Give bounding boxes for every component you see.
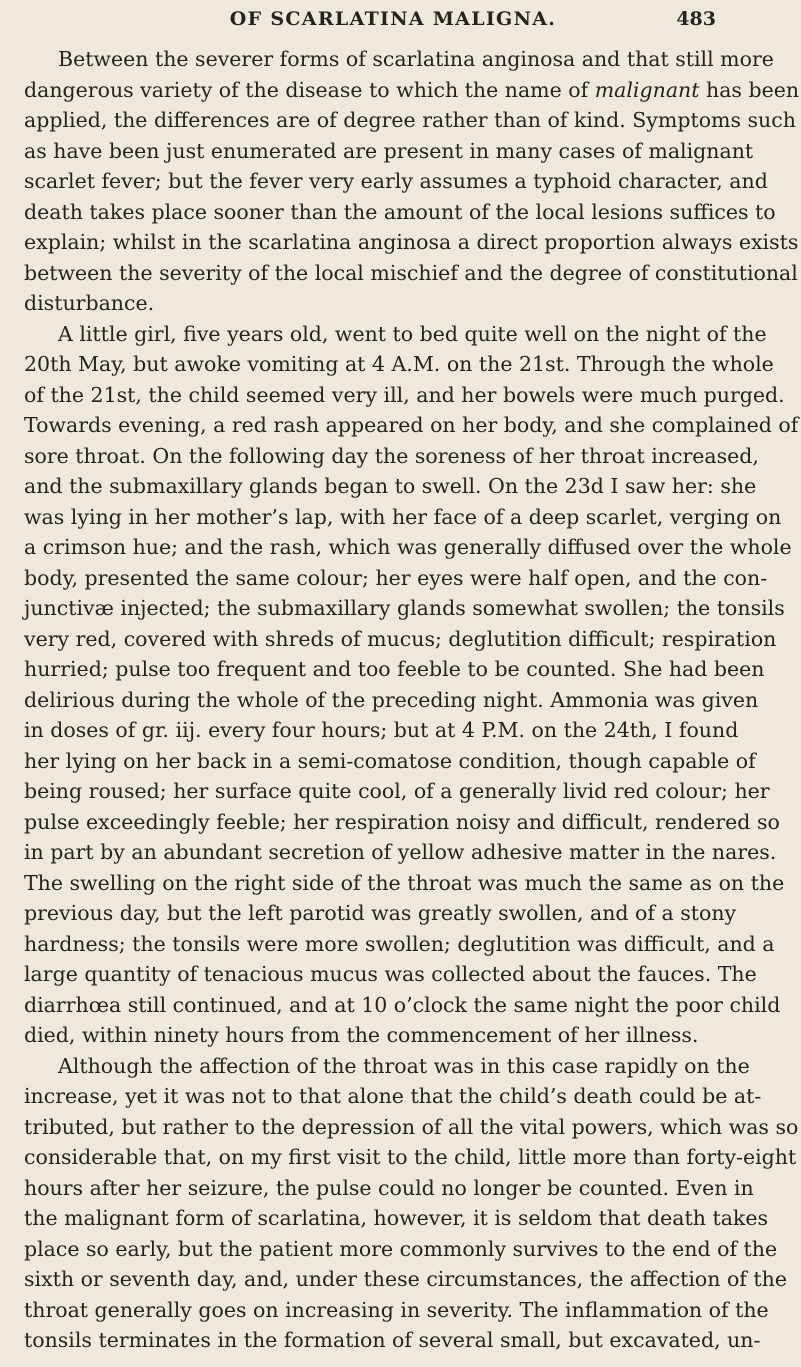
text-line: hardness; the tonsils were more swollen; deglutition was difficult, and a (24, 931, 775, 956)
text-line: was lying in her mother’s lap, with her face of a deep scarlet, verging on (24, 504, 782, 529)
text-line: tributed, but rather to the depression of all the vital powers, which was so (24, 1114, 799, 1139)
text-line: sore throat. On the following day the soreness of her throat increased, (24, 443, 759, 468)
text-line: 20th May, but awoke vomiting at 4 A.M. on the 21st. Through the whole (24, 352, 774, 376)
text-line: hours after her seizure, the pulse could no longer be counted. Even in (24, 1175, 754, 1200)
text-line: junctivæ injected; the submaxillary glands somewhat swollen; the tonsils (24, 596, 785, 620)
text-line: throat generally goes on increasing in severity. The inflammation of the (24, 1297, 769, 1322)
text-line: death takes place sooner than the amount of the local lesions suffices to (24, 199, 776, 224)
text-line: between the severity of the local mischief and the degree of constitutional (24, 260, 798, 285)
text-line: The swelling on the right side of the throat was much the same as on the (24, 870, 785, 895)
text-line: in doses of gr. iij. every four hours; but at 4 P.M. on the 24th, I found (24, 718, 739, 742)
text-line: scarlet fever; but the fever very early assumes a typhoid character, and (24, 169, 768, 193)
body-text (24, 44, 800, 1356)
text-line: her lying on her back in a semi-comatose condition, though capable of (24, 748, 756, 773)
text-line: and the submaxillary glands began to swell. On the 23d I saw her: she (24, 474, 757, 498)
text-line: previous day, but the left parotid was greatly swollen, and of a stony (24, 901, 737, 925)
text-line: diarrhœa still continued, and at 10 o’clock the same night the poor child (24, 992, 781, 1017)
text-line: very red, covered with shreds of mucus; deglutition difficult; respiration (24, 626, 777, 651)
text-line: as have been just enumerated are present in many cases of malignant (24, 138, 754, 163)
text-line: hurried; pulse too frequent and too feeble to be counted. She had been (24, 657, 765, 681)
running-title: OF SCARLATINA MALIGNA. (229, 8, 557, 30)
text-line: disturbance. (24, 291, 155, 315)
text-line: a crimson hue; and the rash, which was generally diffused over the whole (24, 535, 792, 559)
text-line: place so early, but the patient more commonly survives to the end of the (24, 1236, 778, 1261)
running-head (40, 8, 716, 42)
text-line: in part by an abundant secretion of yellow adhesive matter in the nares. (24, 840, 777, 864)
text-line: A little girl, five years old, went to bed quite well on the night of the (58, 321, 767, 346)
text-line: Towards evening, a red rash appeared on her body, and she complained of (24, 413, 799, 437)
text-line: body, presented the same colour; her eyes were half open, and the con- (24, 565, 768, 590)
text-line: sixth or seventh day, and, under these circumstances, the affection of the (24, 1267, 787, 1291)
text-line: the malignant form of scarlatina, however, it is seldom that death takes (24, 1206, 768, 1230)
text-line: being roused; her surface quite cool, of a generally livid red colour; her (24, 779, 770, 803)
text-line: explain; whilst in the scarlatina anginosa a direct proportion always exists (24, 230, 799, 254)
text-line: tonsils terminates in the formation of several small, but excavated, un- (24, 1328, 761, 1352)
text-line: dangerous variety of the disease to which the name of malignant has been (24, 77, 800, 102)
page-number: 483 (676, 8, 716, 30)
text-line: applied, the differences are of degree rather than of kind. Symptoms such (24, 108, 796, 132)
text-line: pulse exceedingly feeble; her respiration noisy and difficult, rendered so (24, 809, 780, 834)
text-line: of the 21st, the child seemed very ill, and her bowels were much purged. (24, 382, 785, 407)
text-line: delirious during the whole of the preceding night. Ammonia was given (24, 687, 759, 712)
text-line: Between the severer forms of scarlatina anginosa and that still more (58, 47, 774, 71)
text-line: died, within ninety hours from the commencement of her illness. (24, 1023, 699, 1047)
text-line: large quantity of tenacious mucus was collected about the fauces. The (24, 962, 757, 986)
text-line: increase, yet it was not to that alone that the child’s death could be at- (24, 1084, 762, 1108)
text-line: considerable that, on my first visit to the child, little more than forty-eight (24, 1145, 797, 1169)
text-line: Although the affection of the throat was in this case rapidly on the (58, 1053, 750, 1078)
